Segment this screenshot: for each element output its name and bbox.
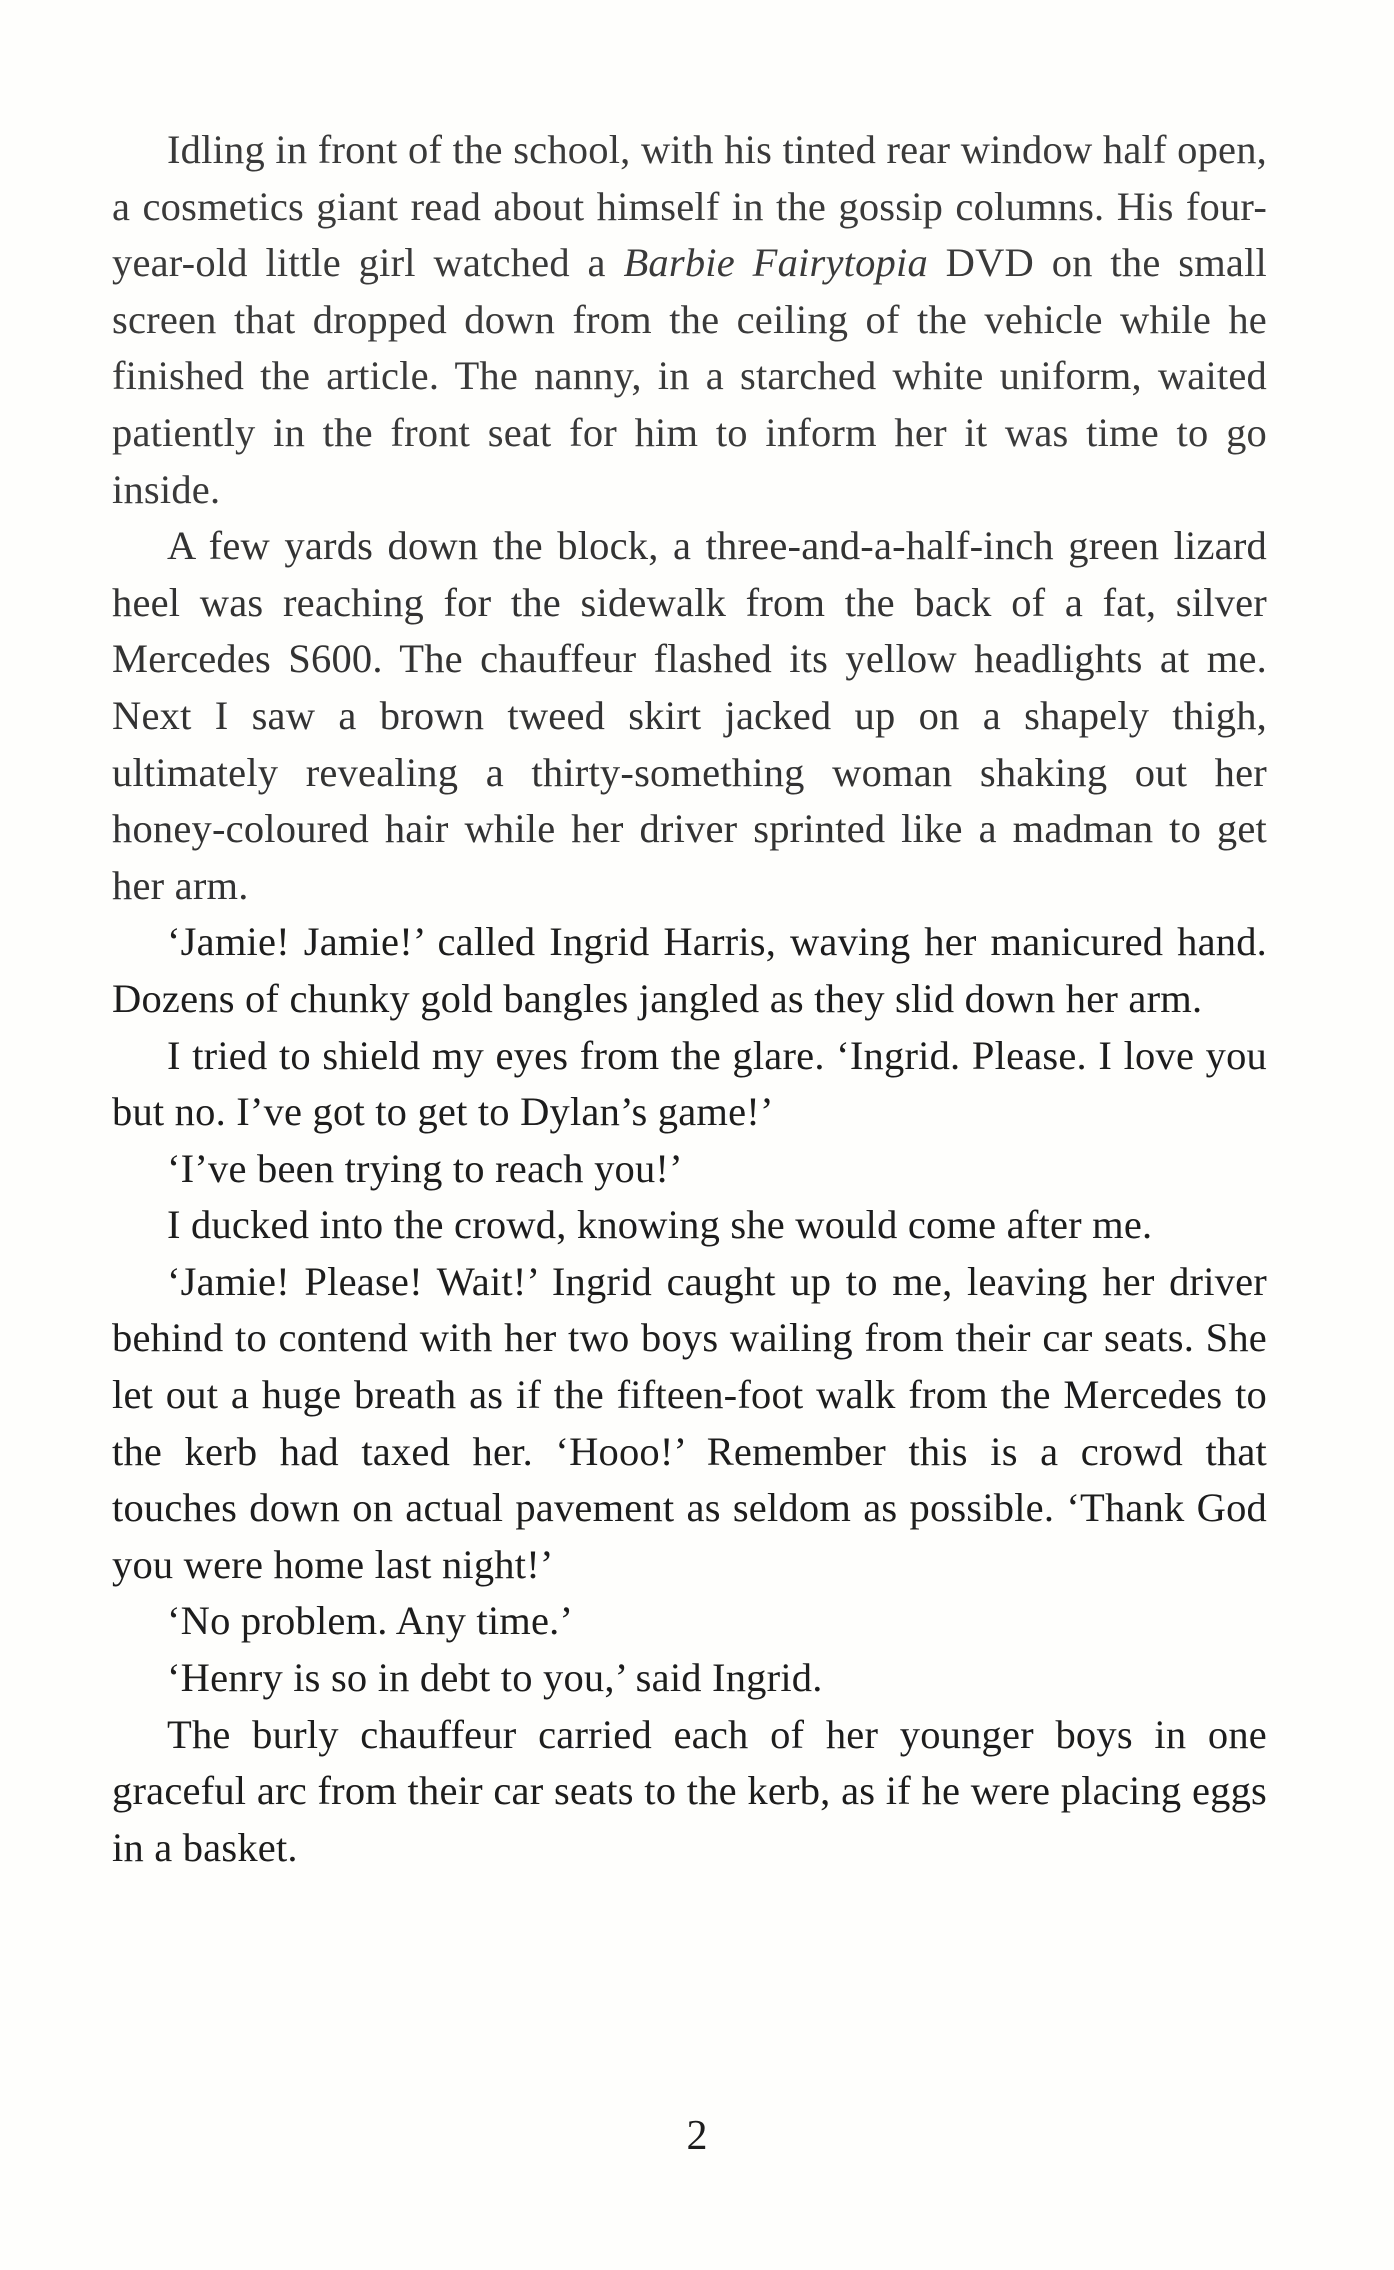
paragraph-9: ‘Henry is so in debt to you,’ said Ingrid.	[167, 1655, 823, 1701]
paragraph-8: ‘No problem. Any time.’	[167, 1598, 574, 1644]
paragraph-10: The burly chauffeur carried each of her younger boys in one graceful arc from their car seats to the kerb, as if he were placing eggs in a basket.	[112, 1711, 1267, 1870]
body-text	[112, 122, 1267, 1876]
paragraph-1-text-end: DVD on the small screen that dropped down from the ceiling of the vehicle while he finished the article. The nanny, in a starched white uniform, waited patiently in the front seat for him to inform her it was time to go inside.	[112, 240, 1267, 512]
paragraph-2: A few yards down the block, a three-and-a-half-inch green lizard heel was reaching for the sidewalk from the back of a fat, silver Mercedes S600. The chauffeur flashed its yellow headlights at me. Next I saw a brown tweed skirt jacked up on a shapely thigh, ultimately revealing a thirty-something woman shaking out her honey-coloured hair while her driver sprinted like a madman to get her arm.	[112, 523, 1267, 908]
paragraph-7: ‘Jamie! Please! Wait!’ Ingrid caught up to me, leaving her driver behind to contend with her two boys wailing from their car seats. She let out a huge breath as if the fifteen-foot walk from the Mercedes to the kerb had taxed her. ‘Hooo!’ Remember this is a crowd that touches down on actual pavement as seldom as possible. ‘Thank God you were home last night!’	[112, 1258, 1267, 1587]
film-title: Barbie Fairytopia	[623, 240, 928, 286]
paragraph-3: ‘Jamie! Jamie!’ called Ingrid Harris, waving her manicured hand. Dozens of chunky gold bangles jangled as they slid down her arm.	[112, 919, 1267, 1021]
paragraph-6: I ducked into the crowd, knowing she would come after me.	[167, 1202, 1153, 1248]
page-number: 2	[686, 2113, 708, 2159]
paragraph-1	[112, 122, 1267, 518]
paragraph-5: ‘I’ve been trying to reach you!’	[167, 1145, 683, 1191]
paragraph-1-text-start: Idling in front of the school, with his tinted rear window half open, a cosmetics giant read about himself in the gossip columns. His four-year-old little girl watched a	[112, 127, 1267, 286]
paragraph-4: I tried to shield my eyes from the glare. ‘Ingrid. Please. I love you but no. I’ve got to get to Dylan’s game!’	[112, 1032, 1267, 1135]
